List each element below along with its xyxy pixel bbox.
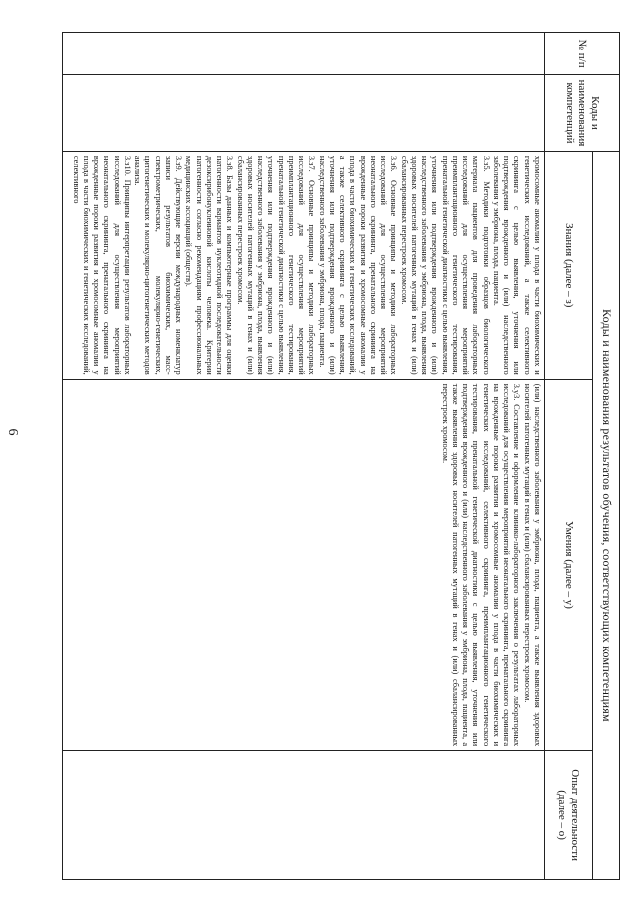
competency-table [62,32,620,880]
umeniya-paragraph: 3.у3. Составление и оформление клинико-лабораторного заключения о результатах лабораторных исследований для осуществления мероприятий неонатального скрининга, пренатального скрининга на врожденные пороки развития и хромосомные аномалии у плода в части биохимических и генетических исследований, селективного скрининга, преимплантационного генетического тестирования, пренатальной генетической диагностики с целью выявления, уточнения или подтверждения врожденного и (или) наследственного заболевания у эмбриона, плода, пациента, а также выявления здоровых носителей патогенных мутаций в генах и (или) сбалансированных перестроек хромосом. [440,383,522,747]
header-umeniya: Умения (далее – у) [545,379,593,750]
cell-umeniya [63,379,545,750]
page-number: 6 [5,428,20,436]
znaniya-paragraph: 3.з7. Основные принципы и методики лабораторных исследований для осуществления мероприятий преимплантационного генетического тестирования, пренатальной генетической диагностики с целью выявления, уточнения или подтверждения врожденного и (или) наследственного заболевания у эмбриона, плода, выявления здоровых носителей патогенных мутаций в генах и (или) сбалансированных перестроек хромосом. [235,155,317,375]
cell-number [63,33,545,75]
znaniya-paragraph: 3.з9. Действующие версии международных номенклатур записи результатов биохимических, масс-спектрометрических, молекулярно-генетических, цитогенетических и молекулярно-цитогенетических методов анализа. [133,155,184,375]
umeniya-paragraph: (или) наследственного заболевания у эмбриона, плода, пациента, а также выявления здоровых носителей патогенных мутаций в генах и (или) сбалансированных перестроек хромосом. [522,383,542,747]
cell-znaniya [63,151,545,379]
cell-codes [63,75,545,152]
cell-opyt [63,751,545,880]
rotated-table-frame [62,32,620,880]
znaniya-paragraph: 3.з5. Методики подготовки образцов биологического материала пациентов для проведения лабораторных исследований для осуществления мероприятий преимплантационного генетического тестирования, пренатальной генетической диагностики с целью выявления, уточнения или подтверждения врожденного и (или) наследственного заболевания у эмбриона, плода, выявления здоровых носителей патогенных мутаций в генах и (или) сбалансированных перестроек хромосом. [399,155,491,375]
header-number: № п/п [545,33,620,75]
header-znaniya: Знания (далее – з) [545,151,593,379]
znaniya-paragraph: 3.з6. Основные принципы и методики лабораторных исследований для осуществления мероприятий неонатального скрининга, пренатального скрининга на врожденные пороки развития и хромосомные аномалии у плода в части биохимических и генетических исследований, а также селективного скрининга с целью выявления, уточнения или подтверждения врожденного и (или) наследственного заболевания у эмбриона, плода, пациента. [317,155,399,375]
header-opyt: Опыт деятельности (далее – о) [545,751,593,880]
header-results-group: Коды и наименования результатов обучения, соответствующих компетенциям [593,151,620,879]
header-codes: Коды и наименования компетенций [545,75,620,152]
znaniya-paragraph: хромосомные аномалии у плода в части биохимических и генетических исследований, а также селективного скрининга с целью выявления, уточнения или подтверждения врожденного и (или) наследственного заболевания у эмбриона, плода, пациента. [492,155,542,375]
znaniya-paragraph: 3.з8. Базы данных и компьютерные программы для оценки патогенности вариантов нуклеотидной последовательности дезоксирибонуклеиновой кислоты человека. Критерии патогенности согласно рекомендациям профессиональных медицинских ассоциаций (обществ). [184,155,235,375]
znaniya-paragraph: 3.з10. Принципы интерпретации результатов лабораторных исследований для осуществления мероприятий неонатального скрининга, пренатального скрининга на врожденные пороки развития и хромосомные аномалии у плода в части биохимических и генетических исследований, селективного [71,155,132,375]
